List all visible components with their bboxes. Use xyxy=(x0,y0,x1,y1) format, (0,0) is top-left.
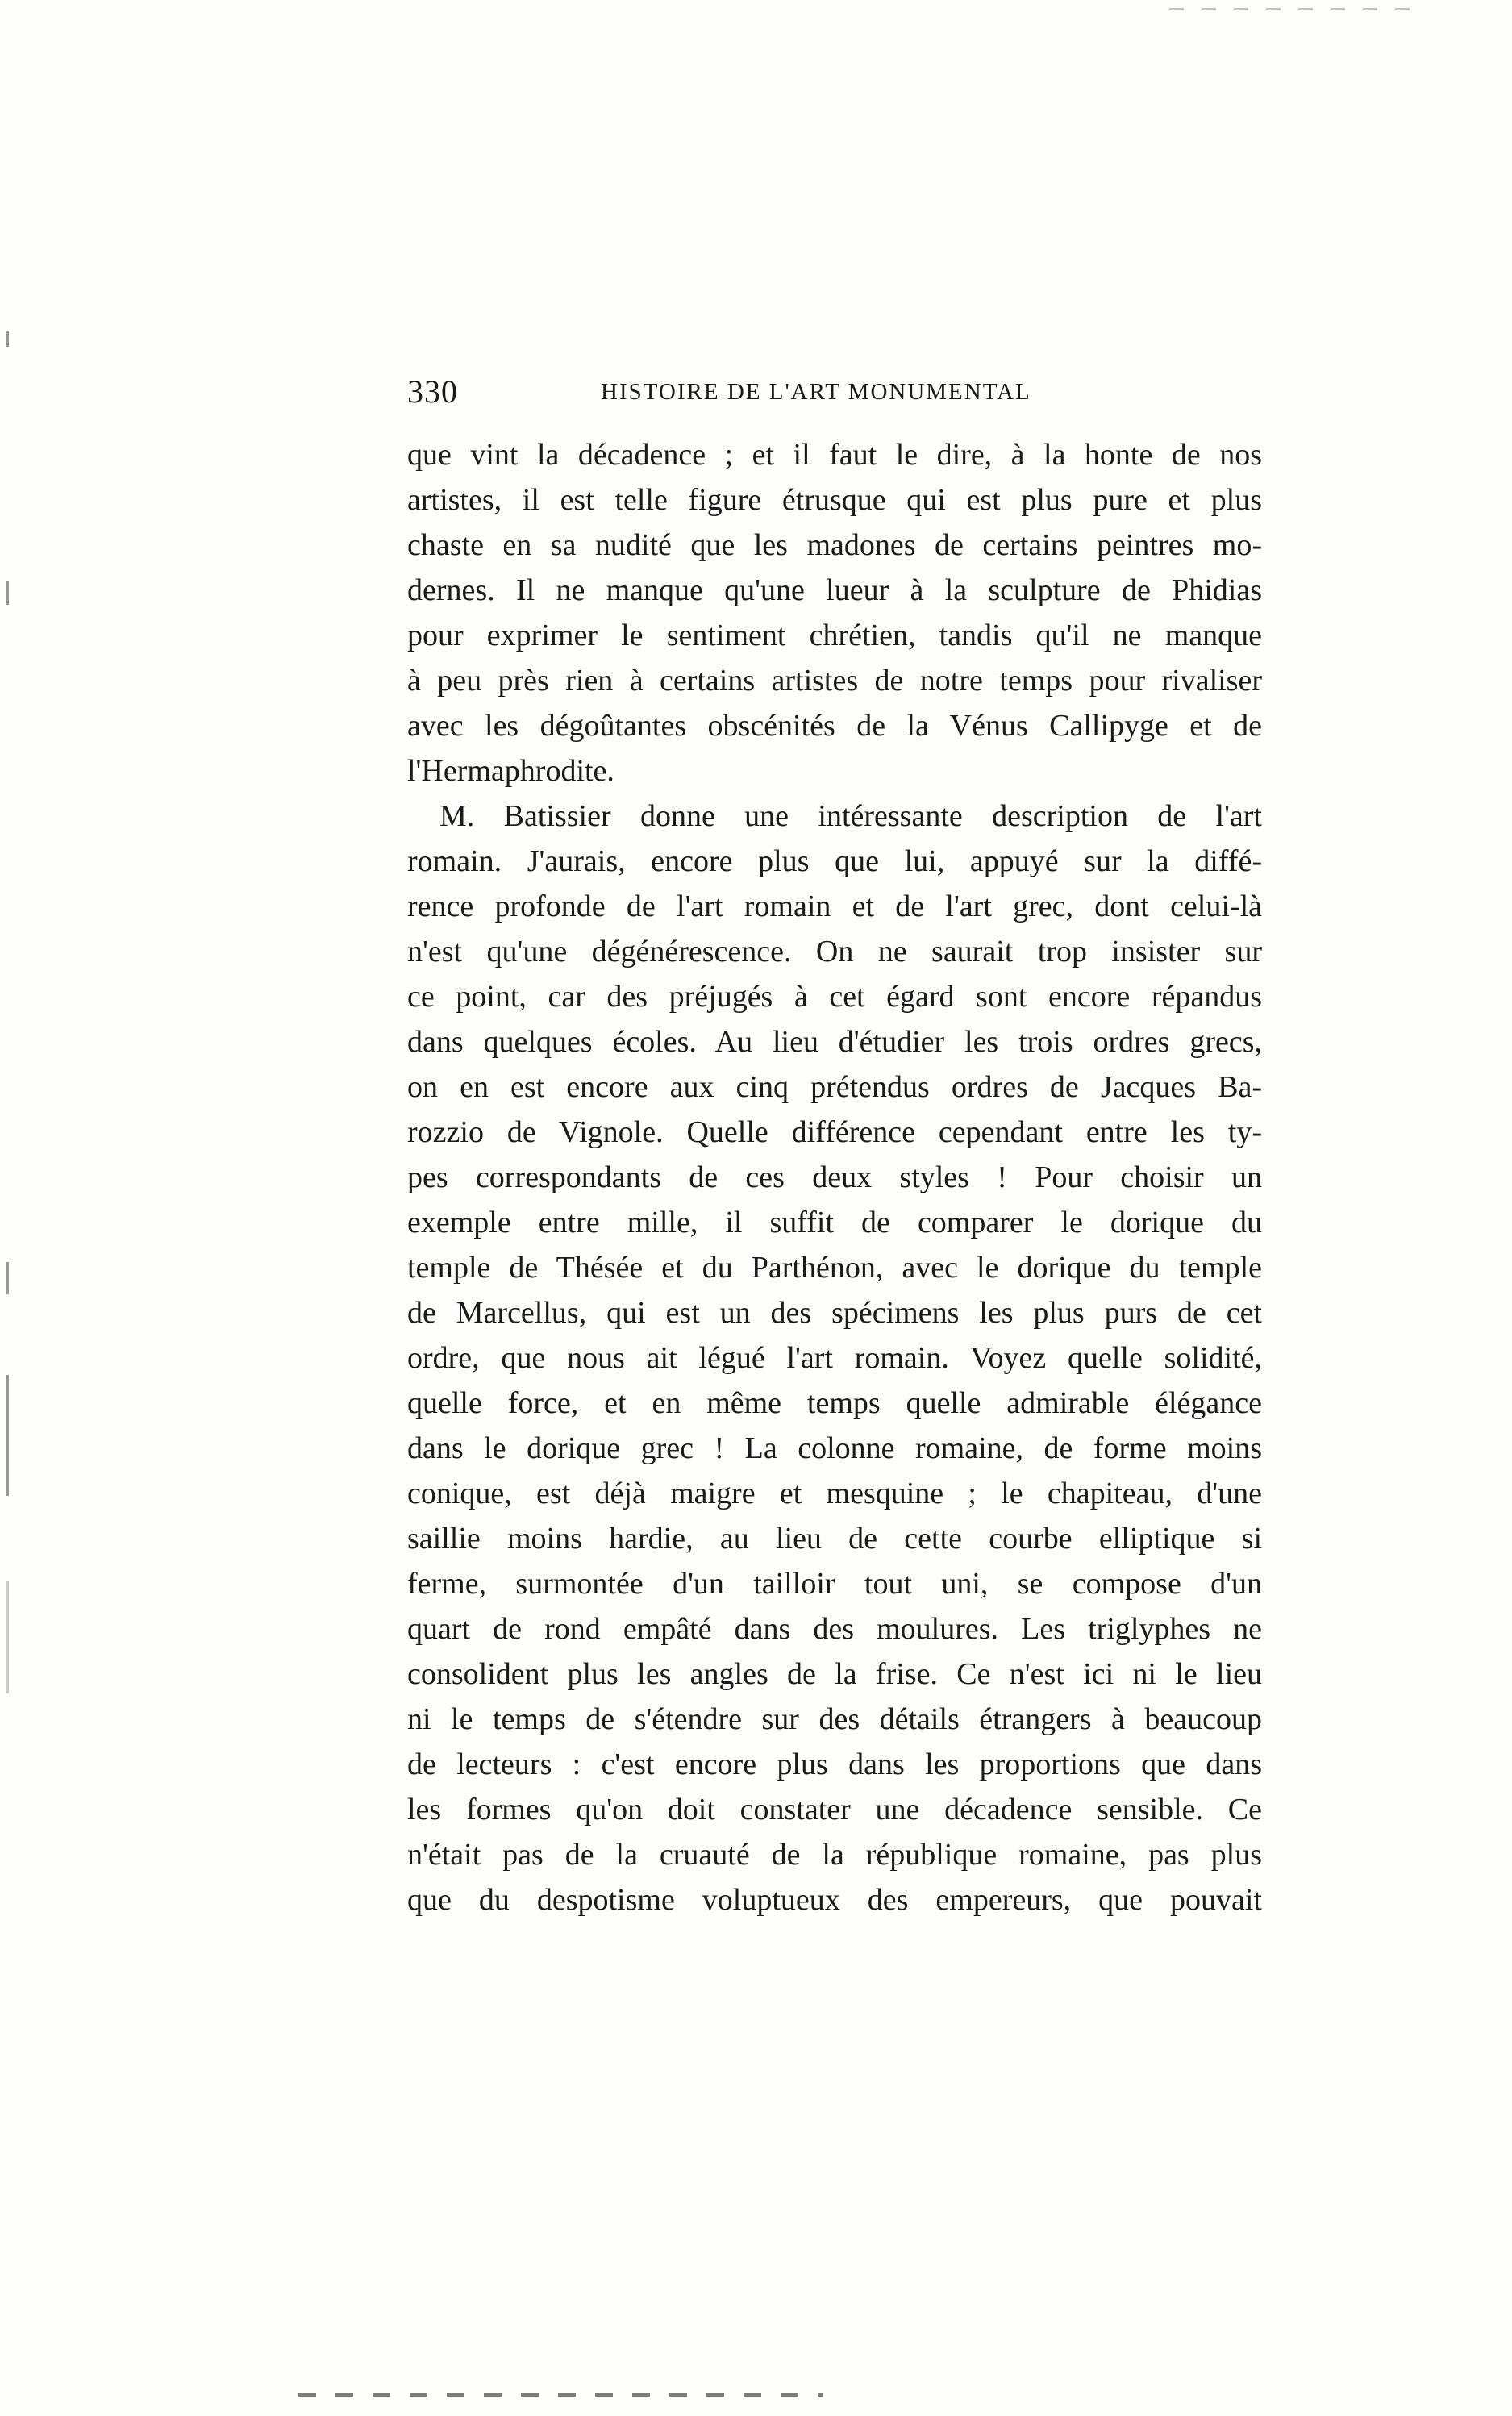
page-number: 330 xyxy=(407,373,458,410)
text-line: saillie moins hardie, au lieu de cette courbe elliptique si xyxy=(407,1522,1262,1556)
text-line: artistes, il est telle figure étrusque qui est plus pure et plus xyxy=(407,483,1262,517)
page-header xyxy=(407,373,1262,421)
text-line: chaste en sa nudité que les madones de certains peintres mo- xyxy=(407,528,1262,562)
body-text xyxy=(407,432,1262,1922)
text-line: rence profonde de l'art romain et de l'art grec, dont celui-là xyxy=(407,889,1262,923)
text-line: temple de Thésée et du Parthénon, avec le dorique du temple xyxy=(407,1251,1262,1285)
text-line: ni le temps de s'étendre sur des détails étrangers à beaucoup xyxy=(407,1702,1262,1736)
text-line: quart de rond empâté dans des moulures. Les triglyphes ne xyxy=(407,1612,1262,1646)
text-line: de lecteurs : c'est encore plus dans les proportions que dans xyxy=(407,1747,1262,1781)
text-line: avec les dégoûtantes obscénités de la Vénus Callipyge et de xyxy=(407,709,1262,743)
text-line: n'était pas de la cruauté de la république romaine, pas plus xyxy=(407,1838,1262,1872)
text-line: les formes qu'on doit constater une décadence sensible. Ce xyxy=(407,1793,1262,1827)
text-line: dans quelques écoles. Au lieu d'étudier les trois ordres grecs, xyxy=(407,1025,1262,1059)
text-line: l'Hermaphrodite. xyxy=(407,754,614,788)
text-line: à peu près rien à certains artistes de notre temps pour rivaliser xyxy=(407,664,1262,698)
scan-artifact-left-1 xyxy=(6,331,9,347)
scan-artifact-left-5 xyxy=(6,1581,9,1693)
scan-artifact-bottom xyxy=(298,2393,823,2397)
text-line: que vint la décadence ; et il faut le dire, à la honte de nos xyxy=(407,438,1262,472)
text-line: on en est encore aux cinq prétendus ordres de Jacques Ba- xyxy=(407,1070,1262,1104)
text-line: quelle force, et en même temps quelle admirable élégance xyxy=(407,1386,1262,1420)
text-line: exemple entre mille, il suffit de comparer le dorique du xyxy=(407,1206,1262,1239)
text-line: n'est qu'une dégénérescence. On ne saurait trop insister sur xyxy=(407,935,1262,968)
text-line: de Marcellus, qui est un des spécimens les plus purs de cet xyxy=(407,1296,1262,1330)
scan-artifact-left-4 xyxy=(6,1375,9,1496)
text-line: romain. J'aurais, encore plus que lui, appuyé sur la diffé- xyxy=(407,844,1262,878)
text-line: ordre, que nous ait légué l'art romain. Voyez quelle solidité, xyxy=(407,1341,1262,1375)
scan-artifact-left-3 xyxy=(6,1262,9,1294)
text-line: M. Batissier donne une intéressante description de l'art xyxy=(439,799,1262,833)
text-line: que du despotisme voluptueux des empereurs, que pouvait xyxy=(407,1883,1262,1917)
text-line: pes correspondants de ces deux styles ! Pour choisir un xyxy=(407,1160,1262,1194)
text-line: dans le dorique grec ! La colonne romaine, de forme moins xyxy=(407,1431,1262,1465)
running-head: HISTOIRE DE L'ART MONUMENTAL xyxy=(601,379,1031,405)
text-line: dernes. Il ne manque qu'une lueur à la sculpture de Phidias xyxy=(407,573,1262,607)
text-line: conique, est déjà maigre et mesquine ; le chapiteau, d'une xyxy=(407,1477,1262,1510)
text-line: pour exprimer le sentiment chrétien, tandis qu'il ne manque xyxy=(407,619,1262,652)
scan-artifact-left-2 xyxy=(6,581,9,605)
text-line: consolident plus les angles de la frise. Ce n'est ici ni le lieu xyxy=(407,1657,1262,1691)
scan-artifact-top xyxy=(1169,8,1411,10)
text-line: ferme, surmontée d'un tailloir tout uni, se compose d'un xyxy=(407,1567,1262,1601)
text-line: ce point, car des préjugés à cet égard sont encore répandus xyxy=(407,980,1262,1014)
text-line: rozzio de Vignole. Quelle différence cependant entre les ty- xyxy=(407,1115,1262,1149)
